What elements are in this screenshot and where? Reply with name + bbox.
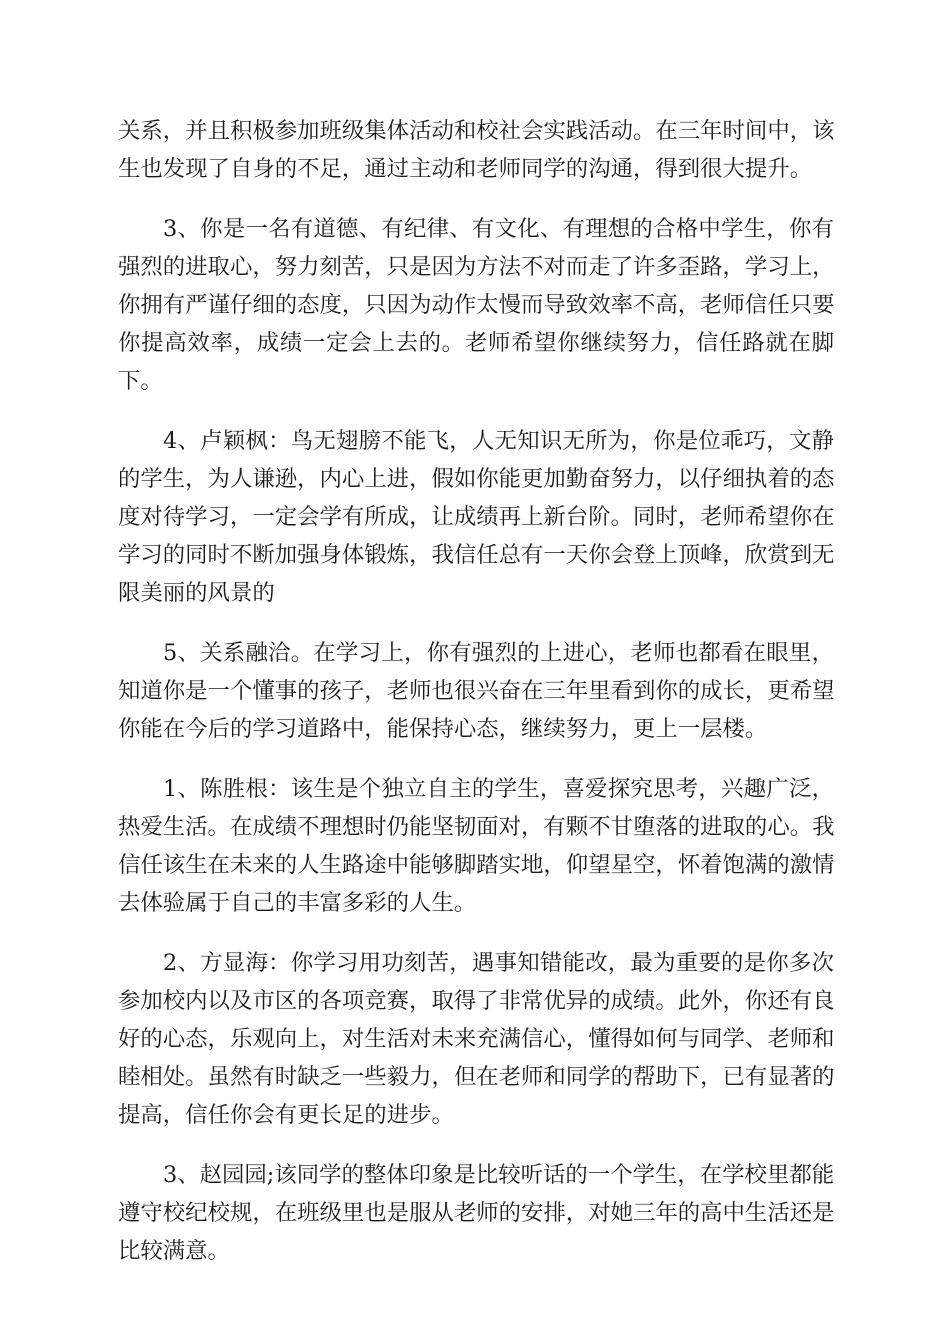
paragraph-line: 5、关系融洽。在学习上，你有强烈的上进心，老师也都看在眼里， bbox=[163, 640, 834, 666]
paragraph-line: 1、陈胜根：该生是个独立自主的学生，喜爱探究思考，兴趣广泛， bbox=[163, 776, 834, 802]
paragraph-line: 信任该生在未来的人生路途中能够脚踏实地，仰望星空，怀着饱满的激情 bbox=[118, 852, 835, 878]
paragraph-line: 遵守校纪校规，在班级里也是服从老师的安排，对她三年的高中生活还是 bbox=[118, 1200, 835, 1226]
paragraph-item-3b bbox=[118, 1156, 834, 1270]
document-page bbox=[118, 112, 834, 1292]
paragraph-line: 你提高效率，成绩一定会上去的。老师希望你继续努力，信任路就在脚 bbox=[118, 330, 834, 356]
paragraph-line: 3、赵园园;该同学的整体印象是比较听话的一个学生，在学校里都能 bbox=[163, 1162, 835, 1188]
paragraph-continuation bbox=[118, 112, 834, 188]
paragraph-line: 提高，信任你会有更长足的进步。 bbox=[118, 1102, 454, 1128]
paragraph-item-4 bbox=[118, 422, 834, 612]
paragraph-line: 你能在今后的学习道路中，能保持心态，继续努力，更上一层楼。 bbox=[118, 716, 768, 742]
paragraph-line: 强烈的进取心，努力刻苦，只是因为方法不对而走了许多歪路，学习上， bbox=[118, 254, 835, 280]
paragraph-line: 4、卢颖枫：鸟无翅膀不能飞，人无知识无所为，你是位乖巧，文静 bbox=[163, 428, 834, 454]
paragraph-line: 关系，并且积极参加班级集体活动和校社会实践活动。在三年时间中，该 bbox=[118, 118, 835, 144]
paragraph-line: 学习的同时不断加强身体锻炼，我信任总有一天你会登上顶峰，欣赏到无 bbox=[118, 542, 835, 568]
paragraph-item-2 bbox=[118, 944, 834, 1134]
paragraph-line: 3、你是一名有道德、有纪律、有文化、有理想的合格中学生，你有 bbox=[163, 216, 834, 242]
paragraph-line: 下。 bbox=[118, 368, 163, 394]
paragraph-line: 去体验属于自己的丰富多彩的人生。 bbox=[118, 890, 477, 916]
paragraph-line: 你拥有严谨仔细的态度，只因为动作太慢而导致效率不高，老师信任只要 bbox=[118, 292, 835, 318]
paragraph-item-5 bbox=[118, 634, 834, 748]
paragraph-line: 度对待学习，一定会学有所成，让成绩再上新台阶。同时，老师希望你在 bbox=[118, 504, 835, 530]
paragraph-line: 生也发现了自身的不足，通过主动和老师同学的沟通，得到很大提升。 bbox=[118, 156, 813, 182]
paragraph-line: 睦相处。虽然有时缺乏一些毅力，但在老师和同学的帮助下，已有显著的 bbox=[118, 1064, 835, 1090]
paragraph-line: 知道你是一个懂事的孩子，老师也很兴奋在三年里看到你的成长，更希望 bbox=[118, 678, 835, 704]
paragraph-line: 热爱生活。在成绩不理想时仍能坚韧面对，有颗不甘堕落的进取的心。我 bbox=[118, 814, 835, 840]
paragraph-item-1 bbox=[118, 770, 834, 922]
paragraph-line: 比较满意。 bbox=[118, 1238, 230, 1264]
paragraph-line: 参加校内以及市区的各项竞赛，取得了非常优异的成绩。此外，你还有良 bbox=[118, 988, 835, 1014]
paragraph-item-3 bbox=[118, 210, 834, 400]
paragraph-line: 限美丽的风景的 bbox=[118, 580, 275, 606]
paragraph-line: 好的心态，乐观向上，对生活对未来充满信心，懂得如何与同学、老师和 bbox=[118, 1026, 835, 1052]
paragraph-line: 2、方显海：你学习用功刻苦，遇事知错能改，最为重要的是你多次 bbox=[163, 950, 834, 976]
paragraph-line: 的学生，为人谦逊，内心上进，假如你能更加勤奋努力，以仔细执着的态 bbox=[118, 466, 835, 492]
